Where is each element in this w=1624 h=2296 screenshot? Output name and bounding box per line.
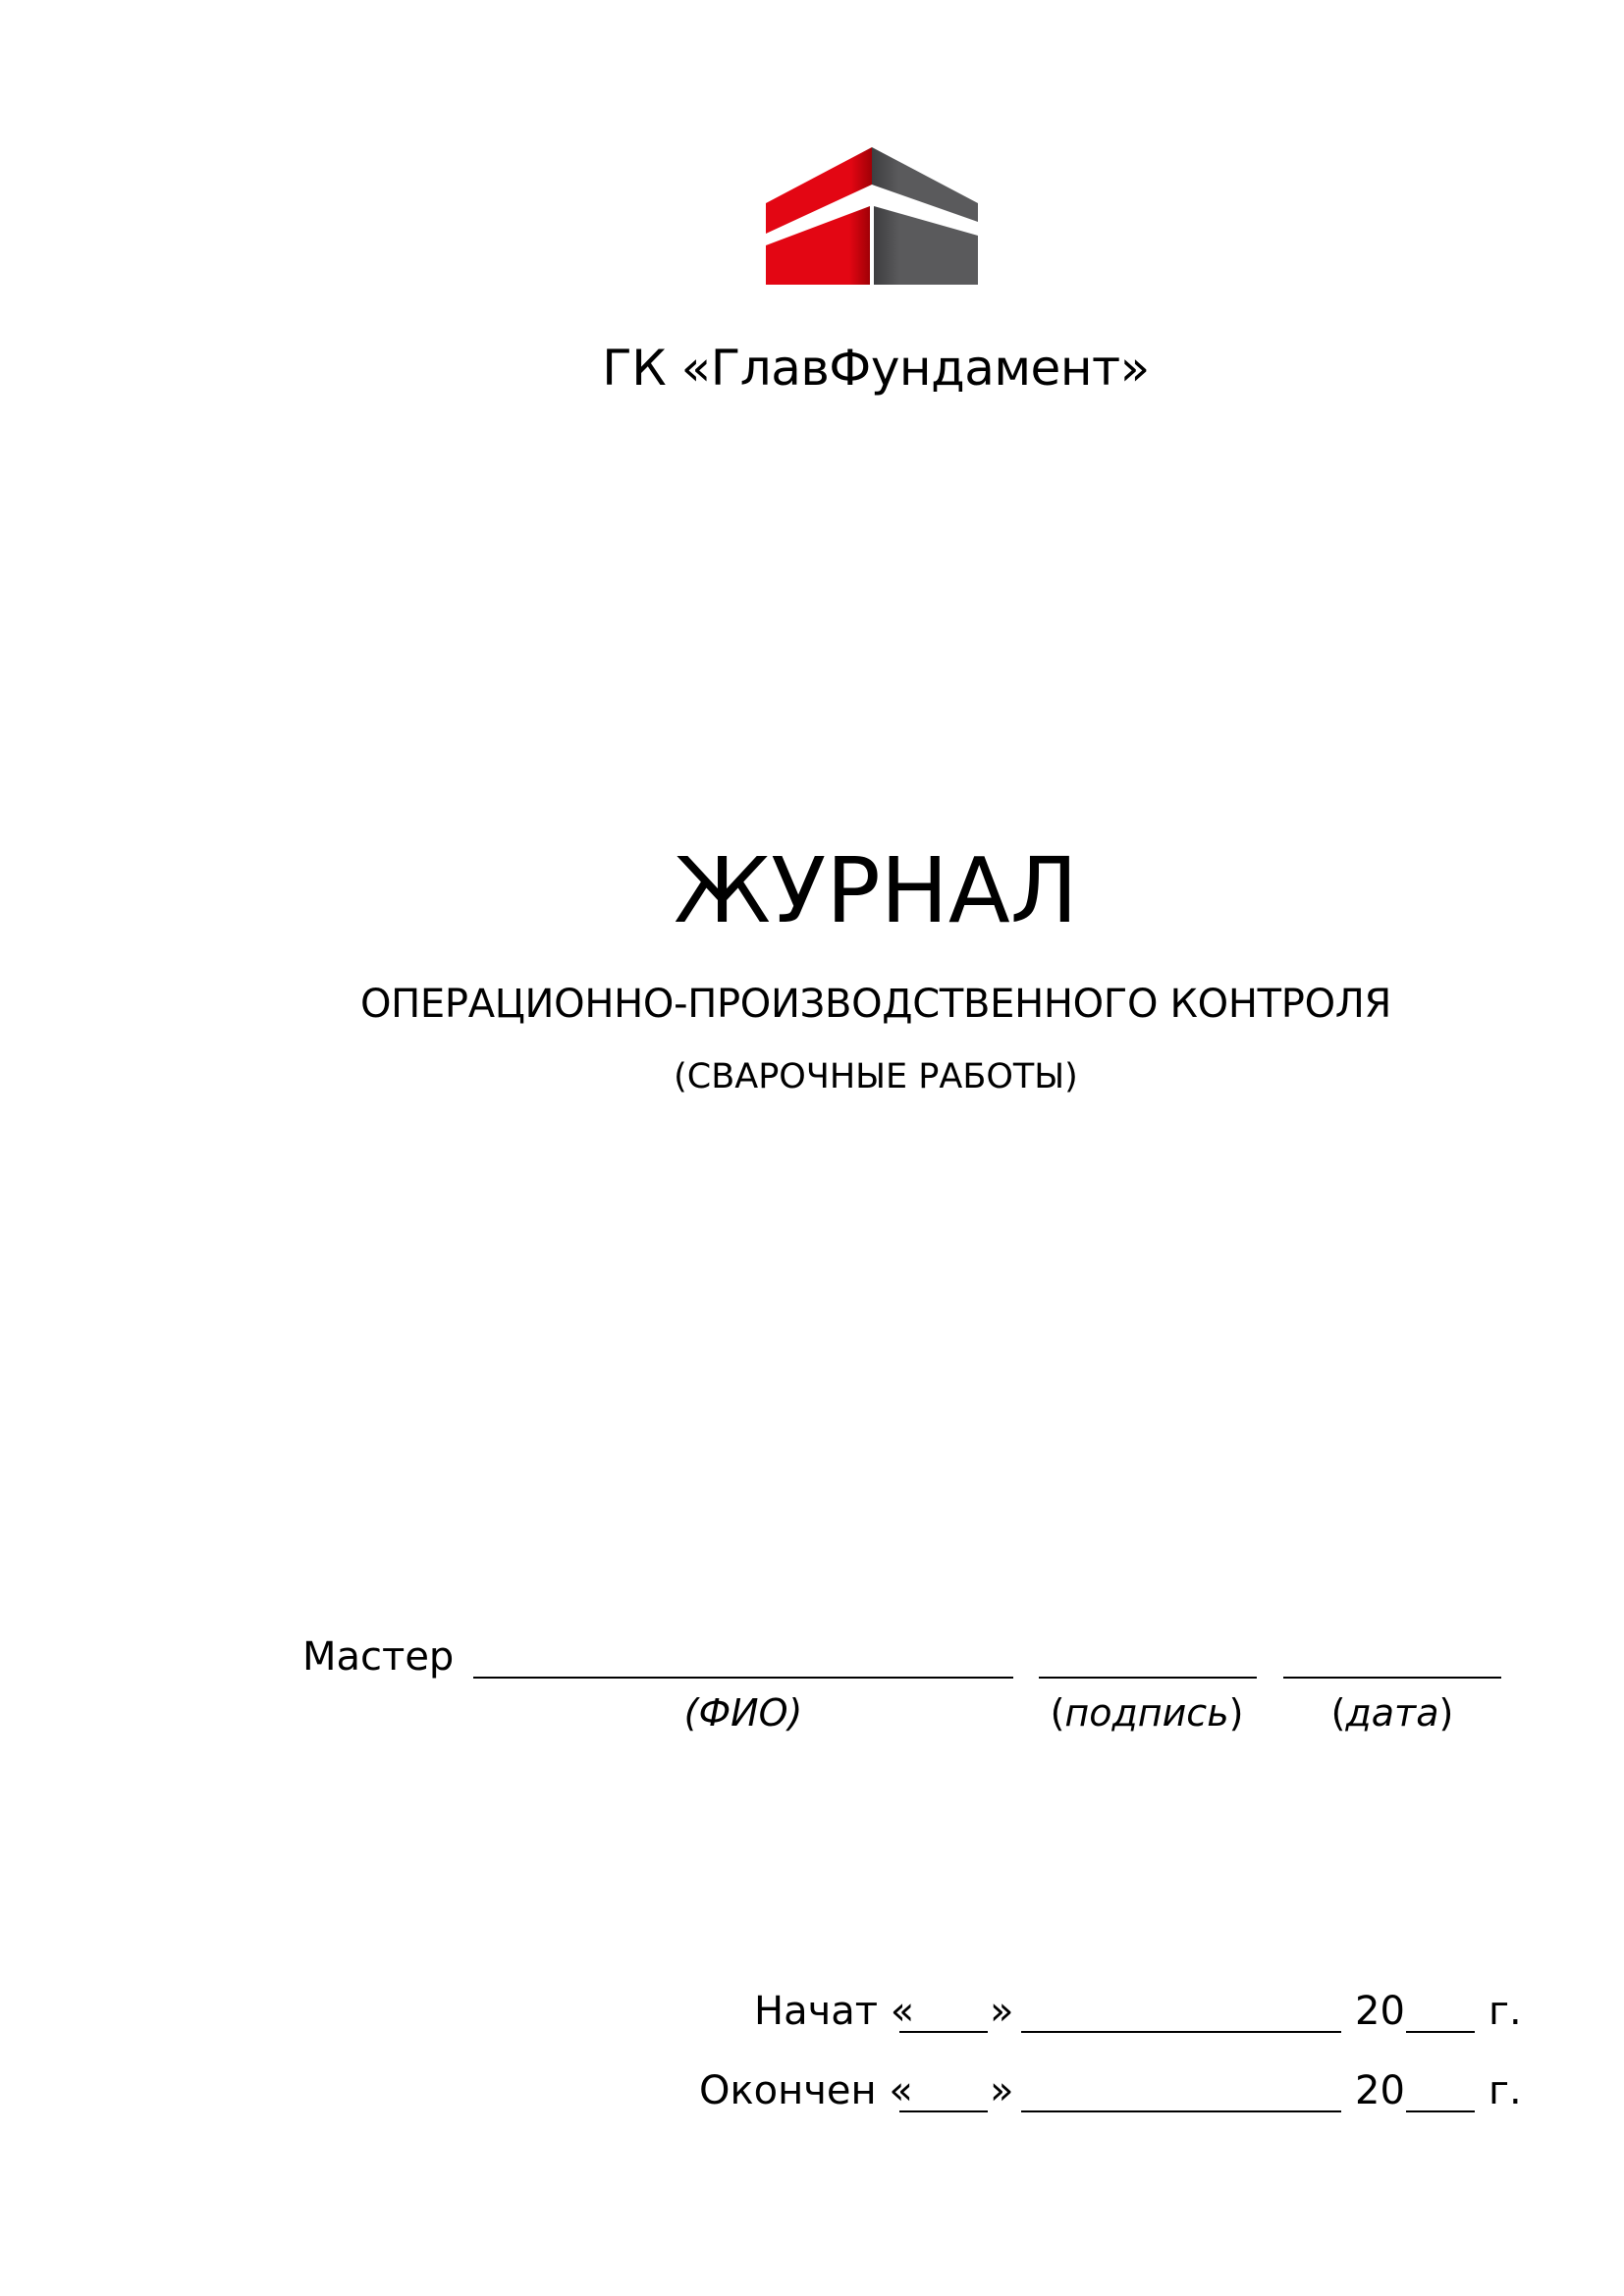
name-line bbox=[473, 1677, 1013, 1679]
signature-caption bbox=[1049, 1691, 1245, 1735]
signature-caption-close: ) bbox=[1228, 1691, 1244, 1735]
signature-caption-open: ( bbox=[1050, 1691, 1065, 1735]
started-year-line bbox=[1406, 2031, 1475, 2033]
document-subtitle: ОПЕРАЦИОННО-ПРОИЗВОДСТВЕННОГО КОНТРОЛЯ bbox=[359, 982, 1392, 1027]
started-label: Начат « bbox=[754, 1989, 915, 2034]
finished-year-prefix: 20 bbox=[1355, 2068, 1405, 2113]
document-title: ЖУРНАЛ bbox=[674, 838, 1078, 943]
started-day-line bbox=[899, 2031, 988, 2033]
date-caption-open: ( bbox=[1330, 1691, 1346, 1735]
signature-line bbox=[1039, 1677, 1257, 1679]
name-caption: (ФИО) bbox=[683, 1691, 803, 1735]
finished-label: Окончен « bbox=[699, 2068, 913, 2113]
company-logo bbox=[766, 147, 978, 285]
date-line bbox=[1283, 1677, 1501, 1679]
date-caption bbox=[1314, 1691, 1471, 1735]
company-name: ГК «ГлавФундамент» bbox=[602, 340, 1150, 397]
signature-caption-text: подпись bbox=[1064, 1691, 1229, 1735]
started-month-line bbox=[1021, 2031, 1341, 2033]
document-work-type: (СВАРОЧНЫЕ РАБОТЫ) bbox=[674, 1057, 1078, 1096]
started-year-suffix: г. bbox=[1489, 1989, 1522, 2034]
finished-year-line bbox=[1406, 2110, 1475, 2112]
date-caption-text: дата bbox=[1345, 1691, 1439, 1735]
started-year-prefix: 20 bbox=[1355, 1989, 1405, 2034]
date-caption-close: ) bbox=[1438, 1691, 1454, 1735]
finished-year-suffix: г. bbox=[1489, 2068, 1522, 2113]
finished-day-line bbox=[899, 2110, 988, 2112]
master-label: Мастер bbox=[302, 1634, 455, 1680]
started-quote-close: » bbox=[990, 1989, 1014, 2034]
finished-quote-close: » bbox=[990, 2068, 1014, 2113]
finished-month-line bbox=[1021, 2110, 1341, 2112]
building-logo-icon bbox=[766, 147, 978, 285]
